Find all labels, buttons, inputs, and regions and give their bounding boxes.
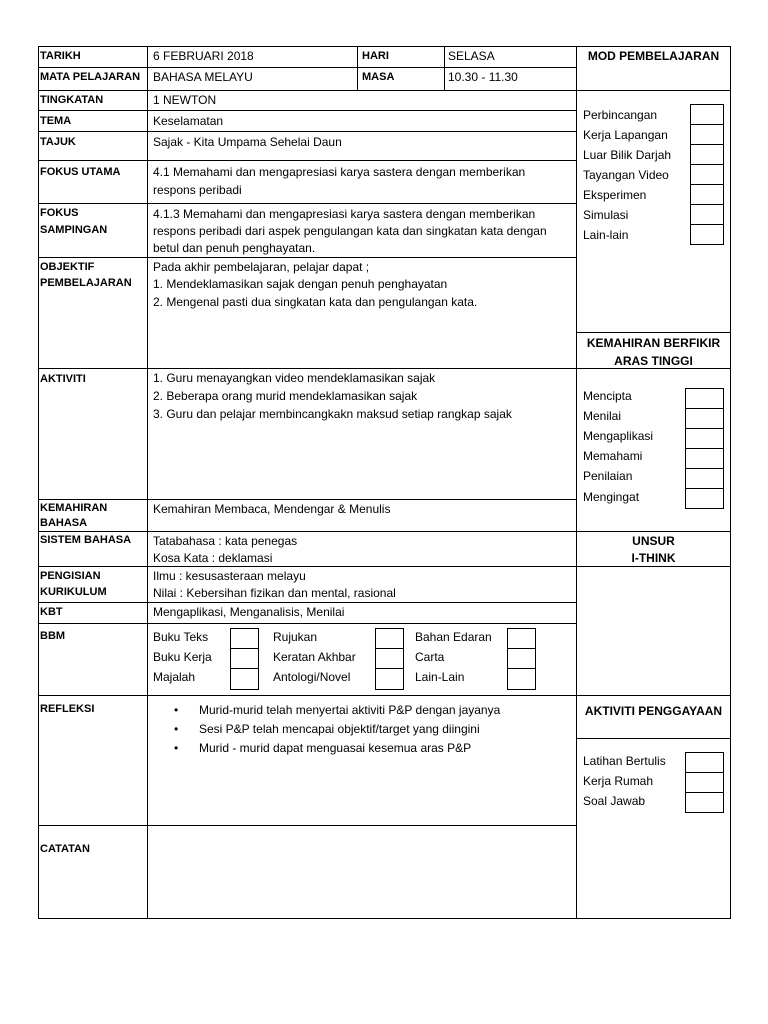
rule bbox=[357, 46, 358, 90]
rule bbox=[730, 46, 731, 919]
kbat-item: Mencipta bbox=[583, 389, 632, 403]
kbat-item: Menilai bbox=[583, 409, 622, 423]
rule bbox=[576, 46, 577, 919]
mata-pelajaran-value: BAHASA MELAYU bbox=[153, 70, 253, 84]
fokus-utama-line: 4.1 Memahami dan mengapresiasi karya sastera dengan memberikan bbox=[153, 165, 526, 179]
rule bbox=[147, 46, 148, 919]
catatan-label: CATATAN bbox=[40, 843, 90, 855]
hari-value: SELASA bbox=[448, 49, 495, 63]
bbm-label: BBM bbox=[40, 630, 66, 642]
mod-item: Eksperimen bbox=[583, 188, 647, 202]
kemahiran-bahasa-label: KEMAHIRAN bbox=[40, 502, 108, 514]
sistem-bahasa-label: SISTEM BAHASA bbox=[40, 534, 132, 546]
tingkatan-label: TINGKATAN bbox=[40, 94, 104, 106]
bbm-item: Rujukan bbox=[273, 630, 318, 644]
fokus-sampingan-line: betul dan penuh penghayatan. bbox=[153, 241, 316, 255]
rule bbox=[576, 332, 730, 333]
kbat-checkbox[interactable] bbox=[685, 488, 724, 509]
bbm-item: Buku Kerja bbox=[153, 650, 212, 664]
mod-checkbox[interactable] bbox=[690, 224, 724, 245]
refleksi-label: REFLEKSI bbox=[40, 703, 95, 715]
fokus-sampingan-label: FOKUS bbox=[40, 207, 79, 219]
rule bbox=[38, 90, 730, 91]
penggayaan-item: Soal Jawab bbox=[583, 794, 646, 808]
sistem-bahasa-line: Tatabahasa : kata penegas bbox=[153, 534, 298, 548]
penggayaan-item: Kerja Rumah bbox=[583, 774, 654, 788]
kbat-title: KEMAHIRAN BERFIKIR bbox=[586, 336, 721, 350]
tajuk-label: TAJUK bbox=[40, 136, 76, 148]
mod-item: Kerja Lapangan bbox=[583, 128, 668, 142]
bbm-item: Antologi/Novel bbox=[273, 670, 351, 684]
rule bbox=[576, 738, 730, 739]
mod-checkbox[interactable] bbox=[690, 204, 724, 225]
penggayaan-checkbox[interactable] bbox=[685, 792, 724, 813]
objektif-label: PEMBELAJARAN bbox=[40, 277, 132, 289]
pengisian-label: PENGISIAN bbox=[40, 570, 101, 582]
bullet: • bbox=[174, 722, 179, 736]
objektif-item: 1. Mendeklamasikan sajak dengan penuh penghayatan bbox=[153, 277, 448, 291]
bbm-checkbox[interactable] bbox=[375, 668, 404, 690]
mod-item: Perbincangan bbox=[583, 108, 658, 122]
aktiviti-item: 1. Guru menayangkan video mendeklamasikan sajak bbox=[153, 371, 436, 385]
tarikh-label: TARIKH bbox=[40, 50, 81, 62]
bbm-item: Majalah bbox=[153, 670, 196, 684]
masa-label: MASA bbox=[362, 71, 395, 83]
kbat-checkbox[interactable] bbox=[685, 448, 724, 469]
tema-value: Keselamatan bbox=[153, 114, 224, 128]
fokus-sampingan-label: SAMPINGAN bbox=[40, 224, 108, 236]
fokus-utama-line: respons peribadi bbox=[153, 183, 242, 197]
kbat-item: Mengingat bbox=[583, 490, 640, 504]
mod-checkbox[interactable] bbox=[690, 104, 724, 125]
bbm-checkbox[interactable] bbox=[230, 648, 259, 669]
pengisian-line: Nilai : Kebersihan fizikan dan mental, rasional bbox=[153, 586, 396, 600]
bullet: • bbox=[174, 741, 179, 755]
bbm-checkbox[interactable] bbox=[507, 668, 536, 690]
penggayaan-item: Latihan Bertulis bbox=[583, 754, 666, 768]
kbt-label: KBT bbox=[40, 606, 63, 618]
kbat-item: Penilaian bbox=[583, 469, 633, 483]
rule bbox=[38, 695, 730, 696]
kbat-checkbox[interactable] bbox=[685, 428, 724, 449]
ithink-title: UNSUR bbox=[632, 534, 675, 548]
rule bbox=[38, 918, 731, 919]
penggayaan-title: AKTIVITI PENGGAYAAN bbox=[584, 704, 723, 718]
refleksi-item: Murid-murid telah menyertai aktiviti P&P dengan jayanya bbox=[199, 703, 501, 717]
rule bbox=[38, 131, 576, 132]
mod-item: Luar Bilik Darjah bbox=[583, 148, 672, 162]
objektif-item: 2. Mengenal pasti dua singkatan kata dan pengulangan kata. bbox=[153, 295, 478, 309]
mod-item: Simulasi bbox=[583, 208, 629, 222]
mod-checkbox[interactable] bbox=[690, 144, 724, 165]
bbm-checkbox[interactable] bbox=[375, 628, 404, 649]
rule bbox=[38, 203, 576, 204]
bbm-checkbox[interactable] bbox=[230, 668, 259, 690]
penggayaan-checkbox[interactable] bbox=[685, 752, 724, 773]
bbm-item: Bahan Edaran bbox=[415, 630, 492, 644]
hari-label: HARI bbox=[362, 50, 389, 62]
kbat-checkbox[interactable] bbox=[685, 388, 724, 409]
aktiviti-item: 2. Beberapa orang murid mendeklamasikan sajak bbox=[153, 389, 418, 403]
penggayaan-checkbox[interactable] bbox=[685, 772, 724, 793]
fokus-sampingan-line: 4.1.3 Memahami dan mengapresiasi karya sastera dengan memberikan bbox=[153, 207, 536, 221]
kemahiran-bahasa-value: Kemahiran Membaca, Mendengar & Menulis bbox=[153, 502, 391, 516]
bullet: • bbox=[174, 703, 179, 717]
mod-title: MOD PEMBELAJARAN bbox=[587, 49, 720, 63]
refleksi-item: Murid - murid dapat menguasai kesemua aras P&P bbox=[199, 741, 472, 755]
mod-item: Tayangan Video bbox=[583, 168, 669, 182]
kbat-item: Mengaplikasi bbox=[583, 429, 654, 443]
fokus-utama-label: FOKUS UTAMA bbox=[40, 166, 121, 178]
refleksi-item: Sesi P&P telah mencapai objektif/target yang diingini bbox=[199, 722, 480, 736]
bbm-checkbox[interactable] bbox=[230, 628, 259, 649]
fokus-sampingan-line: respons peribadi dari aspek pengulangan kata dan singkatan kata dengan bbox=[153, 224, 547, 238]
pengisian-line: Ilmu : kesusasteraan melayu bbox=[153, 569, 306, 583]
objektif-label: OBJEKTIF bbox=[40, 261, 95, 273]
aktiviti-item: 3. Guru dan pelajar membincangkakn maksud setiap rangkap sajak bbox=[153, 407, 512, 421]
bbm-item: Keratan Akhbar bbox=[273, 650, 356, 664]
sistem-bahasa-line: Kosa Kata : deklamasi bbox=[153, 551, 273, 565]
mod-item: Lain-lain bbox=[583, 228, 629, 242]
mata-pelajaran-label: MATA PELAJARAN bbox=[40, 71, 141, 83]
rule bbox=[38, 623, 576, 624]
tajuk-value: Sajak - Kita Umpama Sehelai Daun bbox=[153, 135, 342, 149]
rule bbox=[444, 46, 445, 90]
objektif-intro: Pada akhir pembelajaran, pelajar dapat ; bbox=[153, 260, 370, 274]
rule bbox=[38, 110, 576, 111]
kbt-value: Mengaplikasi, Menganalisis, Menilai bbox=[153, 605, 345, 619]
bbm-checkbox[interactable] bbox=[507, 628, 536, 649]
tema-label: TEMA bbox=[40, 115, 72, 127]
mod-checkbox[interactable] bbox=[690, 124, 724, 145]
rule bbox=[38, 825, 576, 826]
rule bbox=[38, 160, 576, 161]
pengisian-label: KURIKULUM bbox=[40, 586, 107, 598]
aktiviti-label: AKTIVITI bbox=[40, 373, 86, 385]
tarikh-value: 6 FEBRUARI 2018 bbox=[153, 49, 254, 63]
masa-value: 10.30 - 11.30 bbox=[448, 70, 518, 84]
kemahiran-bahasa-label: BAHASA bbox=[40, 517, 88, 529]
mod-checkbox[interactable] bbox=[690, 164, 724, 185]
mod-checkbox[interactable] bbox=[690, 184, 724, 205]
kbat-item: Memahami bbox=[583, 449, 643, 463]
bbm-checkbox[interactable] bbox=[375, 648, 404, 669]
bbm-checkbox[interactable] bbox=[507, 648, 536, 669]
bbm-item: Carta bbox=[415, 650, 445, 664]
tingkatan-value: 1 NEWTON bbox=[153, 93, 217, 107]
ithink-title: I-THINK bbox=[631, 551, 676, 565]
bbm-item: Buku Teks bbox=[153, 630, 209, 644]
kbat-checkbox[interactable] bbox=[685, 408, 724, 429]
kbat-checkbox[interactable] bbox=[685, 468, 724, 489]
kbat-title: ARAS TINGGI bbox=[614, 354, 693, 368]
rule bbox=[38, 46, 39, 919]
bbm-item: Lain-Lain bbox=[415, 670, 465, 684]
